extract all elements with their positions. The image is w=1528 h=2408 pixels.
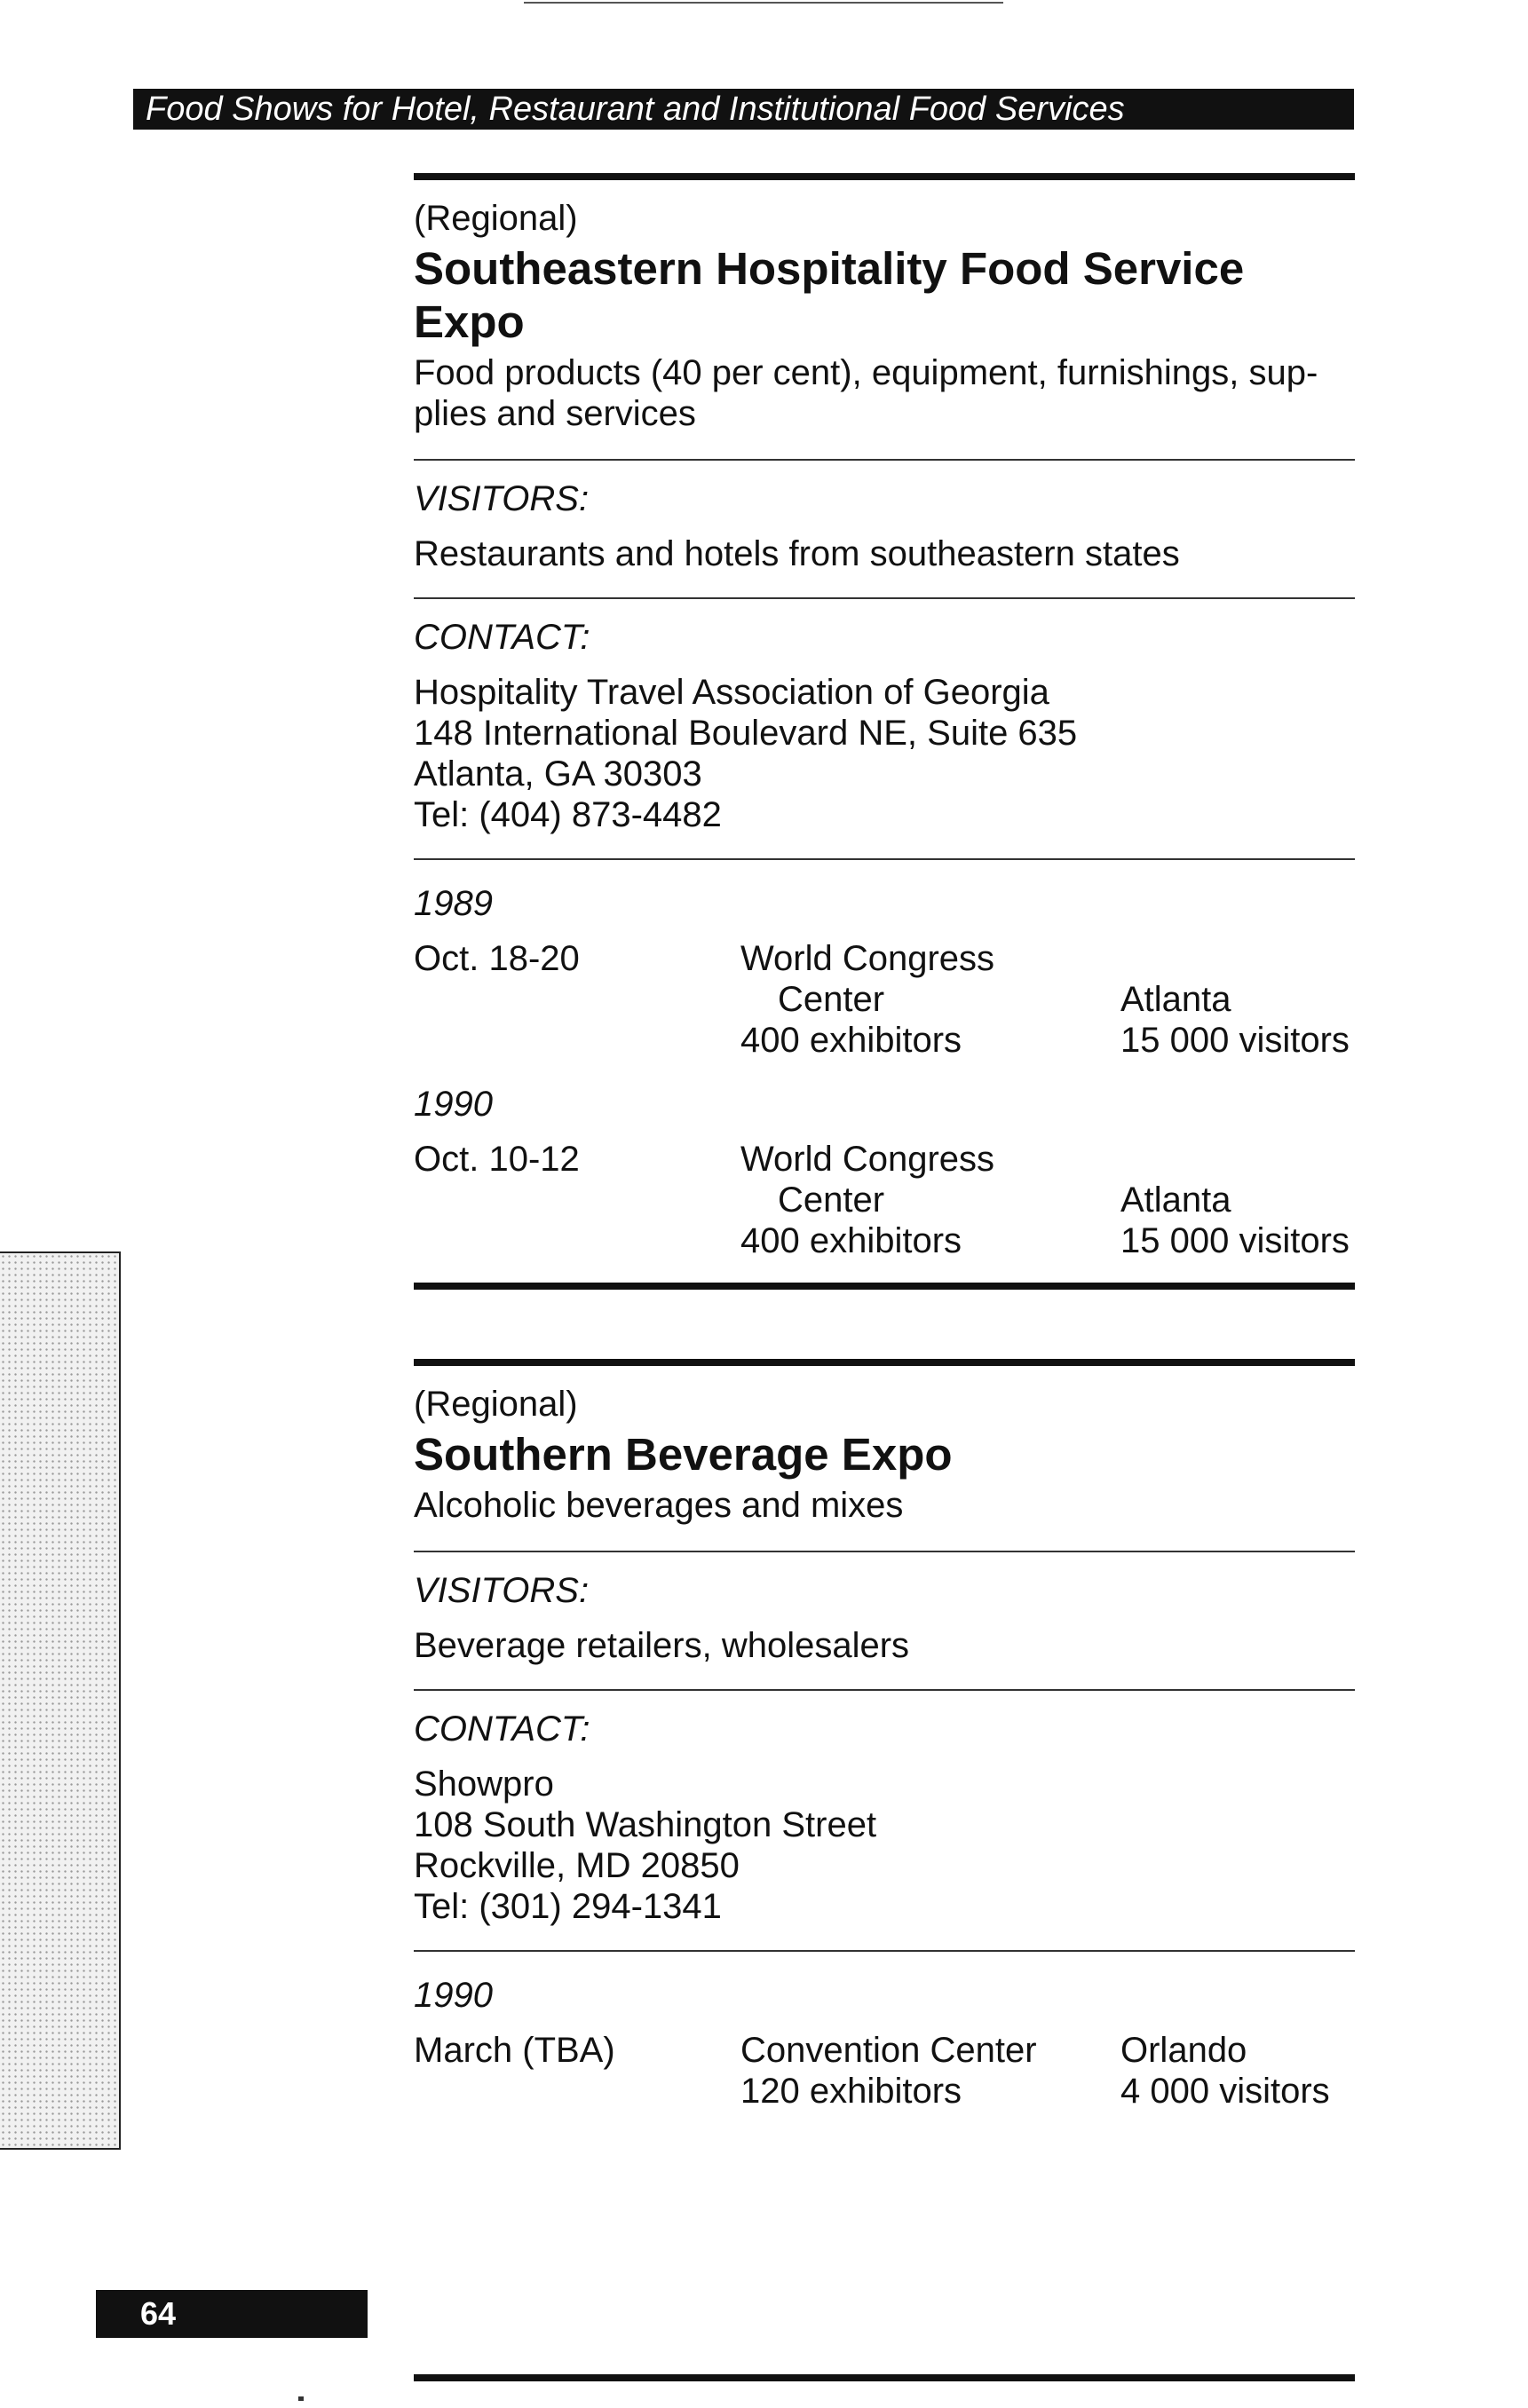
top-rule: [524, 2, 1003, 4]
visitors-text: Beverage retailers, wholesalers: [414, 1626, 910, 1665]
entry-rule-top: [414, 1359, 1355, 1366]
contact-line: Hospitality Travel Association of Georgia: [414, 673, 1049, 712]
event-location: [1120, 2030, 1330, 2112]
event-city: Orlando: [1120, 2031, 1247, 2070]
venue-line: World Congress: [740, 939, 995, 978]
description-line: Alcoholic beverages and mixes: [414, 1486, 904, 1525]
event-exhibitors: 120 exhibitors: [740, 2072, 962, 2111]
divider: [414, 459, 1355, 461]
event-row: [414, 1139, 1355, 1261]
event-venue: [740, 938, 994, 1061]
event-city: Atlanta: [1120, 980, 1231, 1019]
entry-description: [414, 1485, 1355, 1526]
entry-region: (Regional): [414, 199, 578, 238]
bottom-rule: [414, 2374, 1355, 2381]
event-exhibitors: 400 exhibitors: [740, 1221, 962, 1260]
page-mark: [298, 2396, 304, 2401]
event-row: [414, 2030, 1355, 2112]
entry-title: Southern Beverage Expo: [414, 1429, 953, 1480]
section-title: Food Shows for Hotel, Restaurant and Institutional Food Services: [146, 91, 1125, 128]
contact-line: Atlanta, GA 30303: [414, 754, 702, 793]
contact-label: CONTACT:: [414, 1709, 590, 1749]
event-venue: [740, 2030, 1037, 2112]
venue-line: Convention Center: [740, 2031, 1037, 2070]
event-location: [1120, 938, 1350, 1061]
entry-description: [414, 352, 1355, 434]
entry-rule-bottom: [414, 1283, 1355, 1290]
page-number-tab: [96, 2290, 368, 2338]
visitors-text: Restaurants and hotels from southeastern states: [414, 534, 1180, 573]
section-header: [133, 89, 1354, 130]
show-entry: [414, 1359, 1355, 2112]
contact-line: Showpro: [414, 1765, 554, 1804]
margin-stipple-block: [0, 1251, 121, 2150]
event-visitors: 15 000 visitors: [1120, 1221, 1350, 1260]
contact-label: CONTACT:: [414, 618, 590, 657]
venue-line: World Congress: [740, 1140, 995, 1179]
contact-line: 148 International Boulevard NE, Suite 635: [414, 714, 1078, 753]
event-year: 1990: [414, 1085, 493, 1124]
visitors-label: VISITORS:: [414, 1571, 590, 1610]
contact-line: Tel: (301) 294-1341: [414, 1887, 722, 1926]
event-visitors: 15 000 visitors: [1120, 1021, 1350, 1060]
entry-rule-top: [414, 173, 1355, 180]
contact-line: Tel: (404) 873-4482: [414, 795, 722, 834]
contact-line: Rockville, MD 20850: [414, 1846, 740, 1885]
contact-block: [414, 1764, 1355, 1927]
divider: [414, 1689, 1355, 1691]
venue-line: Center: [778, 1180, 885, 1220]
event-city: Atlanta: [1120, 1180, 1231, 1220]
visitors-label: VISITORS:: [414, 479, 590, 518]
listing-content: [414, 173, 1355, 2112]
venue-line: Center: [778, 980, 885, 1019]
description-line: Food products (40 per cent), equipment, furnishings, sup-: [414, 353, 1318, 392]
entry-region: (Regional): [414, 1385, 578, 1424]
event-row: [414, 938, 1355, 1061]
event-visitors: 4 000 visitors: [1120, 2072, 1330, 2111]
divider: [414, 1551, 1355, 1552]
show-entry: [414, 173, 1355, 1290]
event-year: 1989: [414, 884, 493, 923]
event-year: 1990: [414, 1976, 493, 2015]
description-line: plies and services: [414, 394, 696, 433]
contact-line: 108 South Washington Street: [414, 1805, 877, 1844]
event-date: Oct. 18-20: [414, 939, 580, 978]
divider: [414, 597, 1355, 599]
entry-title: Southeastern Hospitality Food Service Expo: [414, 243, 1245, 347]
event-venue: [740, 1139, 994, 1261]
page-number: 64: [140, 2295, 177, 2332]
divider: [414, 858, 1355, 860]
event-date: March (TBA): [414, 2031, 615, 2070]
event-date: Oct. 10-12: [414, 1140, 580, 1179]
event-location: [1120, 1139, 1350, 1261]
event-exhibitors: 400 exhibitors: [740, 1021, 962, 1060]
divider: [414, 1950, 1355, 1952]
contact-block: [414, 672, 1355, 835]
